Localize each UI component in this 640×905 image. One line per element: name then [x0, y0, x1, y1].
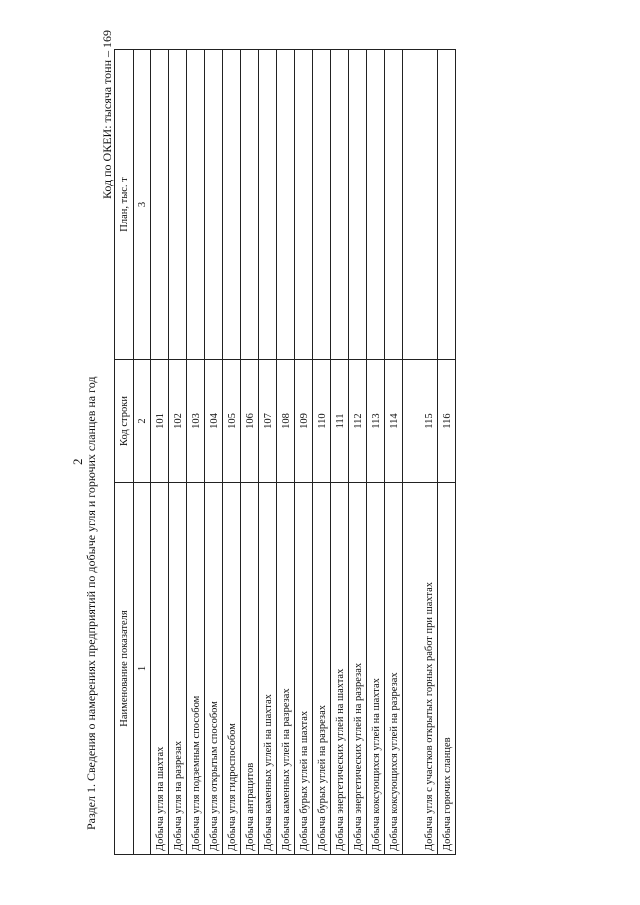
- section-title: Раздел 1. Сведения о намерениях предприятий по добыче угля и горючих сланцев на год: [84, 376, 98, 830]
- header-indicator-name: Наименование показателя: [115, 483, 134, 855]
- plan-value-cell[interactable]: [223, 50, 241, 360]
- plan-value-cell[interactable]: [367, 50, 385, 360]
- table-row: [349, 50, 367, 855]
- line-code-cell: 109: [295, 360, 313, 483]
- line-code-cell: 106: [241, 360, 259, 483]
- line-code-cell: 101: [151, 360, 169, 483]
- plan-value-cell[interactable]: [295, 50, 313, 360]
- table-row: [223, 50, 241, 855]
- table-row: [385, 50, 403, 855]
- coal-production-table: [114, 49, 456, 855]
- table-row: [259, 50, 277, 855]
- line-code-cell: 113: [367, 360, 385, 483]
- page-number: 2: [70, 458, 85, 465]
- indicator-name-cell: Добыча каменных углей на шахтах: [259, 483, 277, 855]
- indicator-name-cell: Добыча угля с участков открытых горных работ при шахтах: [403, 483, 438, 855]
- table-row: [295, 50, 313, 855]
- plan-value-cell[interactable]: [169, 50, 187, 360]
- line-code-cell: 105: [223, 360, 241, 483]
- line-code-cell: 103: [187, 360, 205, 483]
- plan-value-cell[interactable]: [187, 50, 205, 360]
- indicator-name-cell: Добыча антрацитов: [241, 483, 259, 855]
- table-row: [151, 50, 169, 855]
- plan-value-cell[interactable]: [151, 50, 169, 360]
- table-row: [277, 50, 295, 855]
- indicator-name-cell: Добыча угля открытым способом: [205, 483, 223, 855]
- column-number: 3: [134, 50, 151, 360]
- indicator-name-cell: Добыча коксующихся углей на разрезах: [385, 483, 403, 855]
- okei-unit-code: Код по ОКЕИ: тысяча тонн – 169: [100, 30, 114, 200]
- plan-value-cell[interactable]: [259, 50, 277, 360]
- line-code-cell: 112: [349, 360, 367, 483]
- line-code-cell: 104: [205, 360, 223, 483]
- plan-value-cell[interactable]: [313, 50, 331, 360]
- indicator-name-cell: Добыча угля на разрезах: [169, 483, 187, 855]
- table-row: [205, 50, 223, 855]
- table-row: [241, 50, 259, 855]
- indicator-name-cell: Добыча бурых углей на разрезах: [313, 483, 331, 855]
- indicator-name-cell: Добыча угля на шахтах: [151, 483, 169, 855]
- table-row: [331, 50, 349, 855]
- table-row: [169, 50, 187, 855]
- line-code-cell: 114: [385, 360, 403, 483]
- plan-value-cell[interactable]: [277, 50, 295, 360]
- indicator-name-cell: Добыча бурых углей на шахтах: [295, 483, 313, 855]
- line-code-cell: 108: [277, 360, 295, 483]
- indicator-name-cell: Добыча коксующихся углей на шахтах: [367, 483, 385, 855]
- table-row: [187, 50, 205, 855]
- indicator-name-cell: Добыча энергетических углей на шахтах: [331, 483, 349, 855]
- line-code-cell: 110: [313, 360, 331, 483]
- plan-value-cell[interactable]: [331, 50, 349, 360]
- column-number: 2: [134, 360, 151, 483]
- table-row: [367, 50, 385, 855]
- plan-value-cell[interactable]: [385, 50, 403, 360]
- line-code-cell: 102: [169, 360, 187, 483]
- plan-value-cell[interactable]: [241, 50, 259, 360]
- table-row: [438, 50, 456, 855]
- line-code-cell: 107: [259, 360, 277, 483]
- table-header-row: [115, 50, 134, 855]
- table-row: [313, 50, 331, 855]
- plan-value-cell[interactable]: [438, 50, 456, 360]
- indicator-name-cell: Добыча угля подземным способом: [187, 483, 205, 855]
- table-row: [403, 50, 438, 855]
- plan-value-cell[interactable]: [403, 50, 438, 360]
- indicator-name-cell: Добыча каменных углей на разрезах: [277, 483, 295, 855]
- indicator-name-cell: Добыча горючих сланцев: [438, 483, 456, 855]
- header-plan: План, тыс. т: [115, 50, 134, 360]
- plan-value-cell[interactable]: [205, 50, 223, 360]
- plan-value-cell[interactable]: [349, 50, 367, 360]
- indicator-name-cell: Добыча энергетических углей на разрезах: [349, 483, 367, 855]
- column-number: 1: [134, 483, 151, 855]
- line-code-cell: 116: [438, 360, 456, 483]
- column-number-row: [134, 50, 151, 855]
- indicator-name-cell: Добыча угля гидроспособом: [223, 483, 241, 855]
- line-code-cell: 111: [331, 360, 349, 483]
- header-line-code: Код строки: [115, 360, 134, 483]
- line-code-cell: 115: [403, 360, 438, 483]
